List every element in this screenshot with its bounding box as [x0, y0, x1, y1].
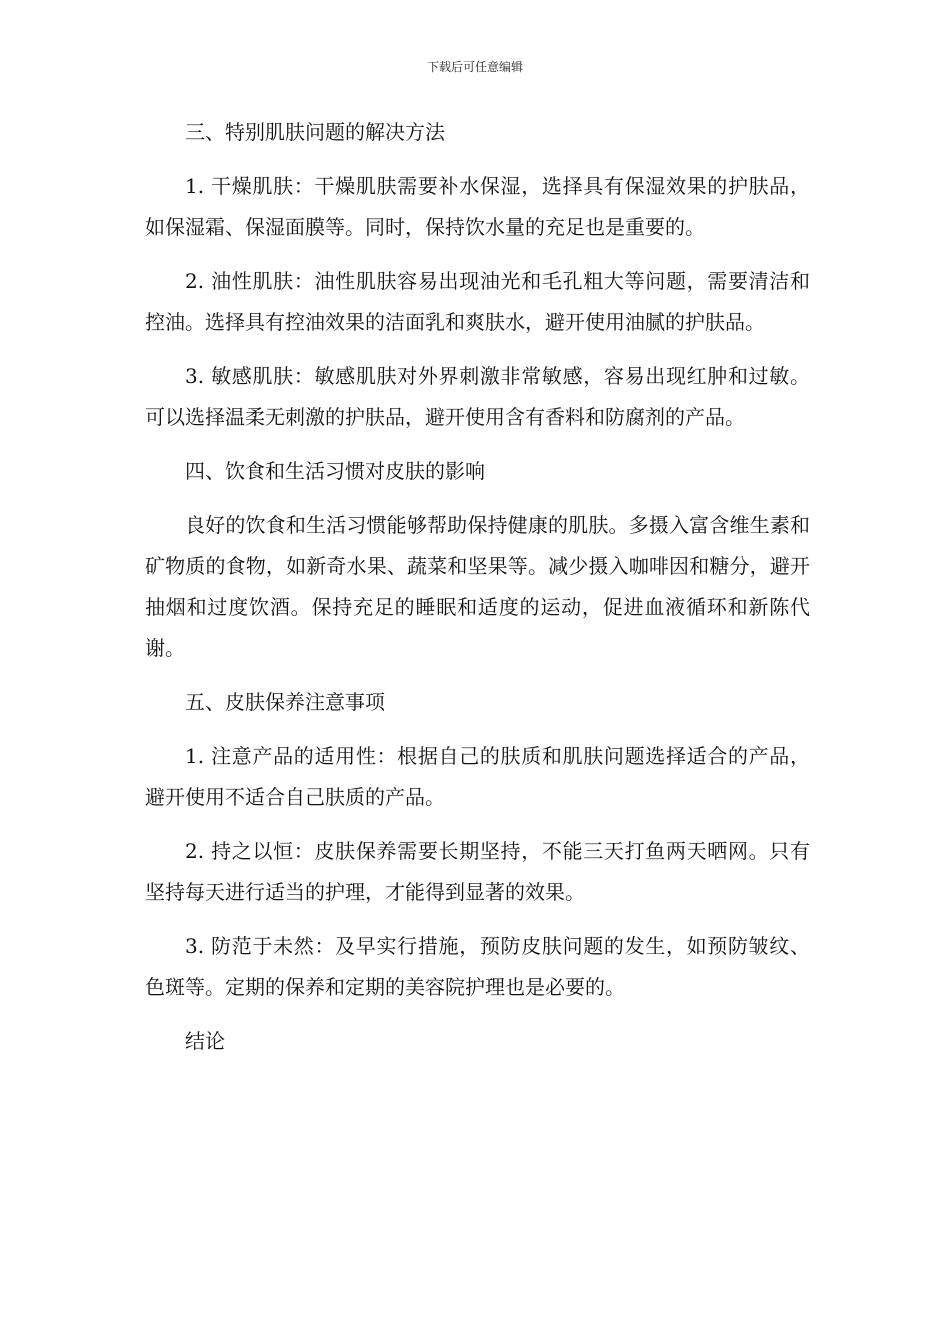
- section-heading-conclusion: 结论: [185, 1029, 225, 1053]
- paragraph-oily-skin: 2. 油性肌肤：油性肌肤容易出现油光和毛孔粗大等问题，需要清洁和控油。选择具有控油效果的洁面乳和爽肤水，避开使用油腻的护肤品。: [145, 269, 810, 334]
- paragraph-product-suitability: 1. 注意产品的适用性：根据自己的肤质和肌肤问题选择适合的产品，避开使用不适合自己肤质的产品。: [145, 744, 810, 809]
- page-header: 下载后可任意编辑: [426, 60, 523, 74]
- paragraph-diet-habits: 良好的饮食和生活习惯能够帮助保持健康的肌肤。多摄入富含维生素和矿物质的食物，如新奇水果、蔬菜和坚果等。减少摄入咖啡因和糖分，避开抽烟和过度饮酒。保持充足的睡眠和适度的运动，促进血液循环和新陈代谢。: [145, 513, 810, 660]
- paragraph-sensitive-skin: 3. 敏感肌肤：敏感肌肤对外界刺激非常敏感，容易出现红肿和过敏。可以选择温柔无刺激的护肤品，避开使用含有香料和防腐剂的产品。: [145, 364, 810, 429]
- section-heading-3: 三、特别肌肤问题的解决方法: [185, 120, 445, 144]
- section-heading-5: 五、皮肤保养注意事项: [185, 690, 385, 714]
- paragraph-persistence: 2. 持之以恒：皮肤保养需要长期坚持，不能三天打鱼两天晒网。只有坚持每天进行适当的护理，才能得到显著的效果。: [145, 839, 810, 904]
- document-body: [145, 112, 810, 1075]
- paragraph-dry-skin: 1. 干燥肌肤：干燥肌肤需要补水保湿，选择具有保湿效果的护肤品，如保湿霜、保湿面膜等。同时，保持饮水量的充足也是重要的。: [145, 174, 810, 239]
- paragraph-prevention: 3. 防范于未然：及早实行措施，预防皮肤问题的发生，如预防皱纹、色斑等。定期的保养和定期的美容院护理也是必要的。: [145, 934, 810, 999]
- section-heading-4: 四、饮食和生活习惯对皮肤的影响: [185, 459, 485, 483]
